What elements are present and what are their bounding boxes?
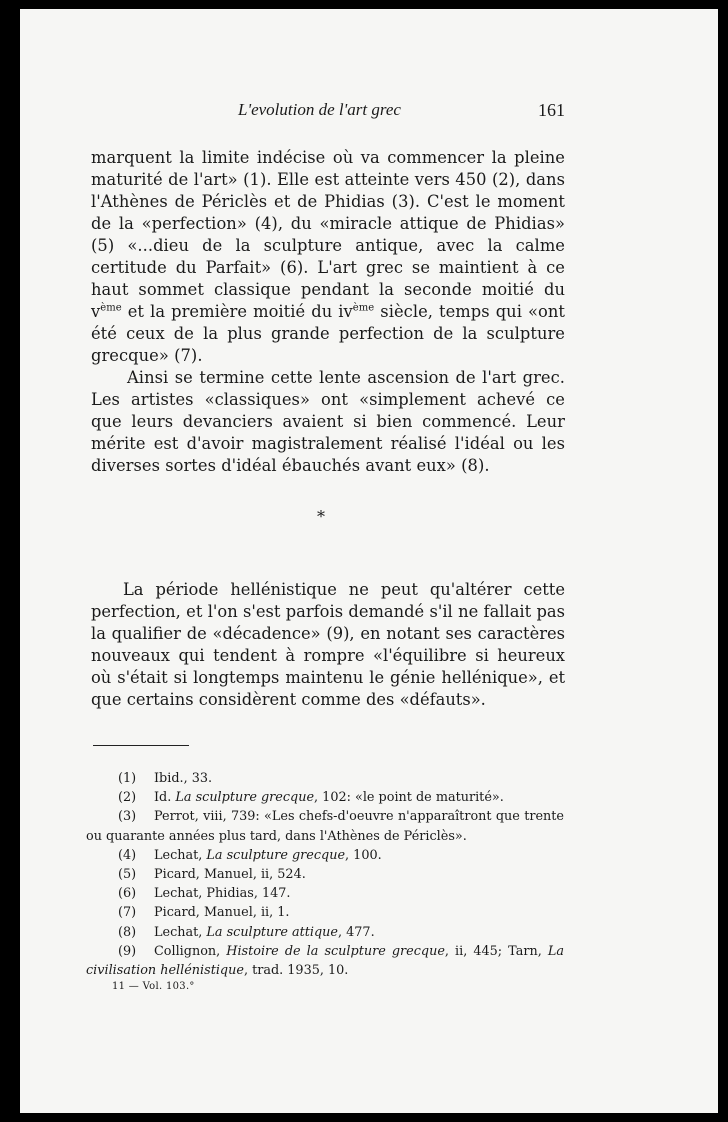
footnote-ref: 5 xyxy=(97,236,108,255)
footnote: (2) Id. La sculpture grecque, 102: «le point de maturité». xyxy=(118,790,504,806)
footnote-ref: 3 xyxy=(398,192,409,211)
footnote-ref: 6 xyxy=(286,258,297,277)
paragraph-1: marquent la limite indécise où va commencer la pleine maturité de l'art» (1). Elle est atteinte vers 450 (2), dans l'Athènes de Périclès et de Phidias (3). C'est le moment de la «perfection» (4), du «miracle attique de Phidias» (5) «...dieu de la sculpture antique, avec la calme certitude du Parfait» (6). L'art grec se maintient à ce haut sommet classique pendant la seconde moitié du v$^{ème}$ et la première moitié du iv$^{ème}$ siècle, temps qui «ont été ceux de la plus grande perfection de la sculpture grecque» (7). xyxy=(91,148,565,365)
superscript: ème xyxy=(352,302,375,314)
running-head xyxy=(20,100,718,124)
footnote-rule xyxy=(93,745,189,746)
paragraph-2: Ainsi se termine cette lente ascension de l'art grec. Les artistes «classiques» ont «simplement achevé ce que leurs devanciers avaient si bien commencé. Leur mérite est d'avoir magistralement réalisé l'idéal ou les diverses sortes d'idéal ébauchés avant eux» (8). xyxy=(91,368,565,475)
footnote-ref: 7 xyxy=(180,346,191,365)
main-text-continued xyxy=(91,579,565,711)
footnote: (7) Picard, Manuel, ii, 1. xyxy=(118,905,290,921)
page-number: 161 xyxy=(538,100,565,120)
page xyxy=(20,9,718,1113)
footnote: (4) Lechat, La sculpture grecque, 100. xyxy=(118,847,382,863)
footnote: (1) Ibid., 33. xyxy=(118,771,213,786)
main-text xyxy=(91,147,565,477)
footnote: (6) Lechat, Phidias, 147. xyxy=(118,886,291,902)
signature-mark: 11 — Vol. 103.° xyxy=(112,981,195,992)
footnote: (3) Perrot, viii, 739: «Les chefs-d'oeuvre n'apparaîtront que trente ou quarante années plus tard, dans l'Athènes de Périclès». xyxy=(86,809,564,844)
footnotes xyxy=(86,769,564,980)
footnote-ref: 9 xyxy=(332,624,344,643)
footnote-ref: 2 xyxy=(498,170,509,189)
footnote: (9) Collignon, Histoire de la sculpture grecque, ii, 445; Tarn, La civilisation hellénistique, trad. 1935, 10. xyxy=(86,943,564,979)
footnote: (5) Picard, Manuel, ii, 524. xyxy=(118,867,306,883)
footnote-ref: 8 xyxy=(467,456,478,475)
footnote: (8) Lechat, La sculpture attique, 477. xyxy=(118,924,375,940)
footnote-ref: 1 xyxy=(249,170,260,189)
superscript: ème xyxy=(100,302,122,314)
running-title: L'evolution de l'art grec xyxy=(238,100,401,119)
footnote-ref: 4 xyxy=(261,214,272,233)
section-separator: * xyxy=(317,507,325,526)
paragraph-3: La période hellénistique ne peut qu'altérer cette perfection, et l'on s'est parfois demandé s'il ne fallait pas la qualifier de «décadence» (9), en notant ses caractères nouveaux qui tendent à rompre «l'équilibre si heureux où s'était si longtemps maintenu le génie hellénique», et que certains considèrent comme des «défauts». xyxy=(91,580,565,709)
